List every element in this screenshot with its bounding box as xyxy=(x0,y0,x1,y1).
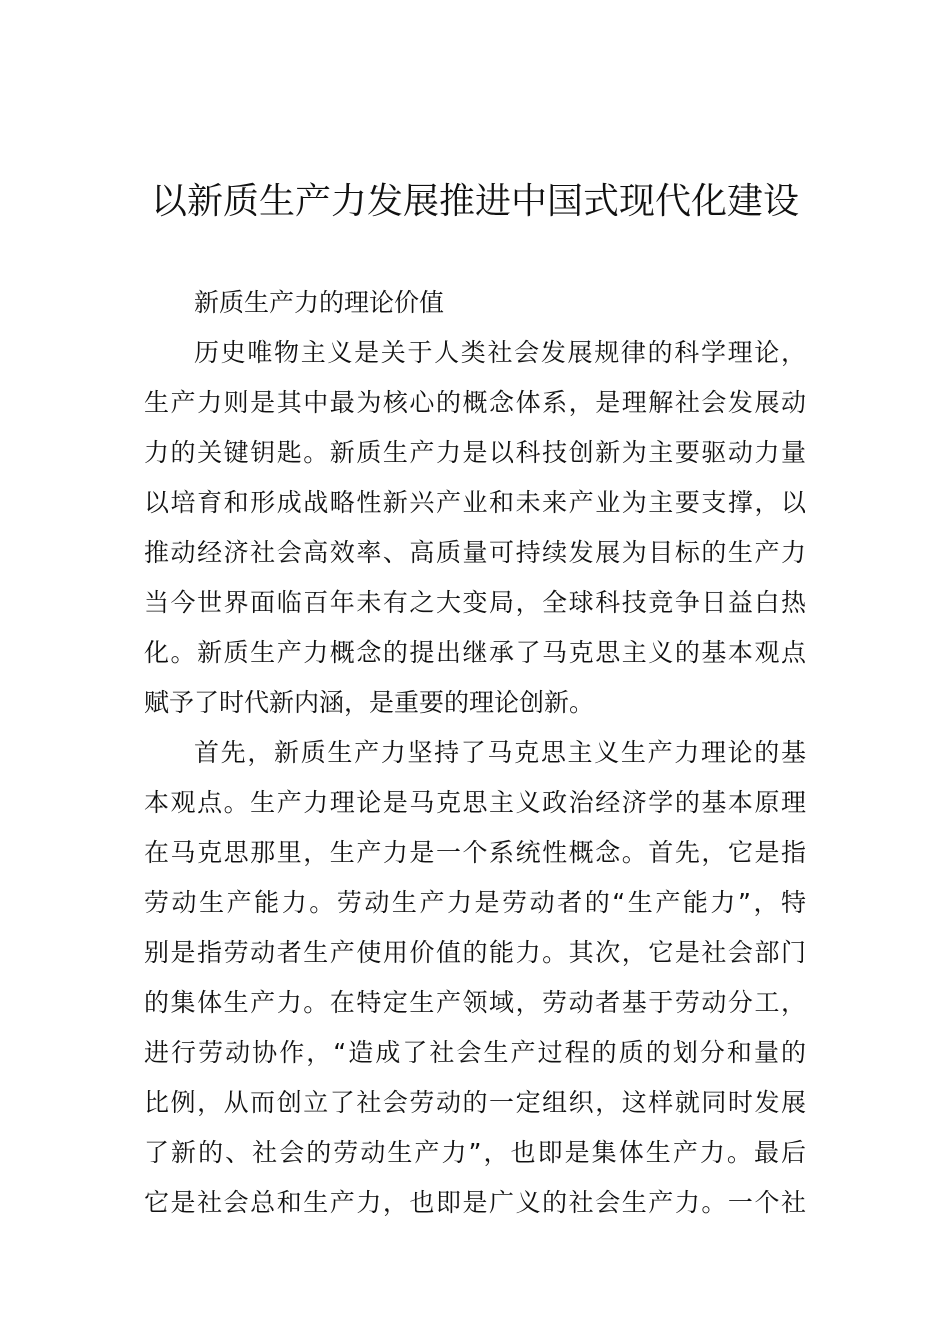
paragraph-line: 化。新质生产力概念的提出继承了马克思主义的基本观点 xyxy=(144,638,806,667)
paragraph-line: 了新的、社会的劳动生产力”，也即是集体生产力。最后 xyxy=(144,1138,806,1167)
paragraph-line: 在马克思那里，生产力是一个系统性概念。首先，它是指 xyxy=(144,838,806,867)
document-title: 以新质生产力发展推进中国式现代化建设 xyxy=(150,181,799,222)
paragraph-line: 历史唯物主义是关于人类社会发展规律的科学理论， xyxy=(194,338,806,367)
document-body xyxy=(144,278,806,1228)
paragraph-line: 的集体生产力。在特定生产领域，劳动者基于劳动分工， xyxy=(144,988,806,1017)
paragraph-line: 赋予了时代新内涵，是重要的理论创新。 xyxy=(144,688,595,717)
paragraph-line: 当今世界面临百年未有之大变局，全球科技竞争日益白热 xyxy=(144,588,806,617)
paragraph-line: 劳动生产能力。劳动生产力是劳动者的“生产能力”，特 xyxy=(144,888,806,917)
paragraph-line: 它是社会总和生产力，也即是广义的社会生产力。一个社 xyxy=(144,1188,806,1217)
paragraph-line: 生产力则是其中最为核心的概念体系，是理解社会发展动 xyxy=(144,388,806,417)
paragraph-line: 以培育和形成战略性新兴产业和未来产业为主要支撑，以 xyxy=(144,488,806,517)
paragraph-line: 比例，从而创立了社会劳动的一定组织，这样就同时发展 xyxy=(144,1088,806,1117)
paragraph-line: 力的关键钥匙。新质生产力是以科技创新为主要驱动力量 xyxy=(144,438,806,467)
paragraph-line: 首先，新质生产力坚持了马克思主义生产力理论的基 xyxy=(194,738,806,767)
paragraph-line: 本观点。生产力理论是马克思主义政治经济学的基本原理 xyxy=(144,788,806,817)
paragraph-line: 进行劳动协作，“造成了社会生产过程的质的划分和量的 xyxy=(144,1038,806,1067)
section-heading: 新质生产力的理论价值 xyxy=(194,288,445,317)
paragraph-line: 推动经济社会高效率、高质量可持续发展为目标的生产力 xyxy=(144,538,806,567)
paragraph-line: 别是指劳动者生产使用价值的能力。其次，它是社会部门 xyxy=(144,938,806,967)
